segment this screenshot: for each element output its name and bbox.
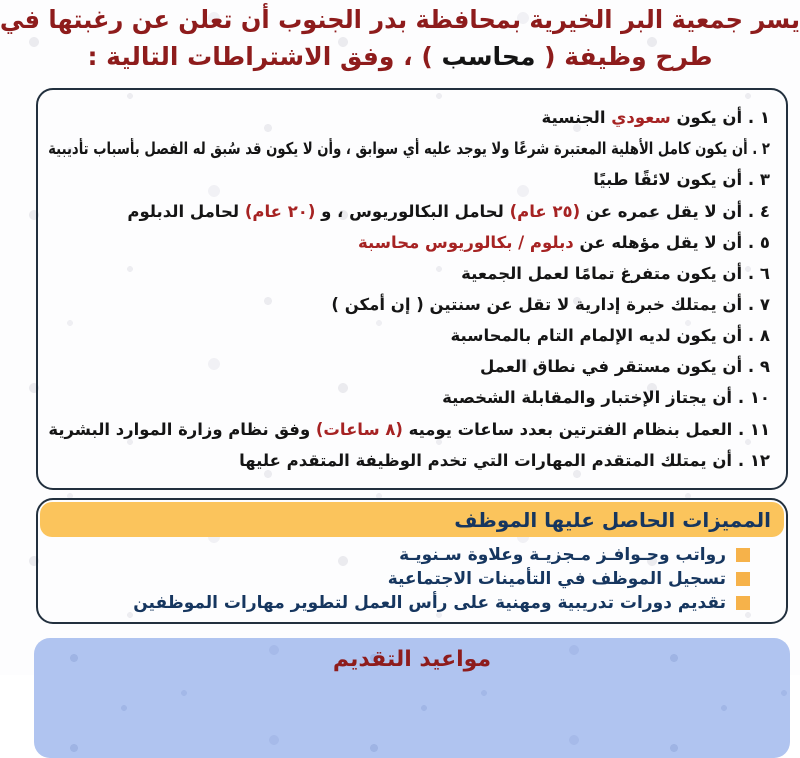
benefits-header-bar <box>40 502 784 537</box>
requirement-item <box>48 451 770 470</box>
requirement-item <box>48 170 770 189</box>
requirement-highlight: (٨ ساعات) <box>315 419 403 439</box>
benefit-item-label: تسجيل الموظف في التأمينات الاجتماعية <box>387 569 726 589</box>
requirement-item <box>48 108 770 127</box>
header-line-1: يسر جمعية البر الخيرية بمحافظة بدر الجنوب أن تعلن عن رغبتها في <box>0 5 800 34</box>
requirements-box <box>36 88 788 490</box>
benefit-item-label: تقديم دورات تدريبية ومهنية على رأس العمل لتطوير مهارات الموظفين <box>133 593 726 613</box>
requirement-item <box>48 388 770 407</box>
benefits-title: المميزات الحاصل عليها الموظف <box>454 507 771 532</box>
benefits-box <box>36 498 788 624</box>
benefit-item <box>50 593 750 613</box>
requirement-text: لحامل الدبلوم <box>127 201 245 221</box>
requirement-text: ٩ . أن يكون مستقر في نطاق العمل <box>479 357 770 377</box>
benefit-item-label: رواتب وحـوافـز مـجزيـة وعلاوة سـنويـة <box>399 545 726 565</box>
header-line-2 <box>0 38 800 75</box>
schedule-box <box>34 638 790 758</box>
requirement-text: ٨ . أن يكون لديه الإلمام التام بالمحاسبة <box>450 326 770 346</box>
requirement-text: ٧ . أن يمتلك خبرة إدارية لا تقل عن سنتين ( إن أمكن ) <box>331 294 770 314</box>
requirement-text: ٢ . أن يكون كامل الأهلية المعتبرة شرعًا ولا يوجد عليه أي سوابق ، وأن لا يكون قد سُبق له الفصل بأسباب تأديبية <box>48 139 770 159</box>
announcement-header <box>0 1 800 75</box>
requirement-text: ١١ . العمل بنظام الفترتين بعدد ساعات يوميه <box>402 419 770 439</box>
requirement-text: ٥ . أن لا يقل مؤهله عن <box>573 232 770 252</box>
benefits-list <box>50 541 750 617</box>
requirement-text: ١٢ . أن يمتلك المتقدم المهارات التي تخدم الوظيفة المتقدم عليها <box>239 450 770 470</box>
requirement-highlight: (٢٥ عام) <box>509 201 581 221</box>
job-title: محاسب <box>441 42 536 71</box>
requirement-text: الجنسية <box>541 108 612 128</box>
requirement-item <box>48 357 770 376</box>
requirement-item <box>48 295 770 314</box>
requirement-item <box>48 202 770 221</box>
requirement-item <box>48 139 770 159</box>
benefit-item <box>50 545 750 565</box>
requirement-text: ٤ . أن لا يقل عمره عن <box>580 201 770 221</box>
header-line-2-prefix: طرح وظيفة ( <box>535 42 713 71</box>
requirement-item <box>48 233 770 252</box>
square-bullet-icon <box>736 596 750 610</box>
square-bullet-icon <box>736 548 750 562</box>
schedule-title: مواعيد التقديم <box>332 647 492 672</box>
header-line-2-suffix: ) ، وفق الاشتراطات التالية : <box>87 42 442 71</box>
requirement-text: ٣ . أن يكون لائقًا طبيًا <box>593 170 770 190</box>
requirement-item <box>48 326 770 345</box>
requirement-item <box>48 419 770 439</box>
requirement-text: لحامل البكالوريوس ، و <box>315 201 510 221</box>
requirement-text: ١ . أن يكون <box>670 108 770 128</box>
requirement-text: ٦ . أن يكون متفرغ تمامًا لعمل الجمعية <box>461 263 770 283</box>
requirement-highlight: سعودي <box>611 108 671 128</box>
requirement-text: ١٠ . أن يجتاز الإختبار والمقابلة الشخصية <box>442 388 770 408</box>
requirement-text: وفق نظام وزارة الموارد البشرية <box>48 419 316 439</box>
requirement-highlight: دبلوم / بكالوريوس محاسبة <box>358 232 574 252</box>
requirement-item <box>48 264 770 283</box>
square-bullet-icon <box>736 572 750 586</box>
requirement-highlight: (٢٠ عام) <box>244 201 316 221</box>
benefit-item <box>50 569 750 589</box>
requirements-list <box>48 90 770 488</box>
